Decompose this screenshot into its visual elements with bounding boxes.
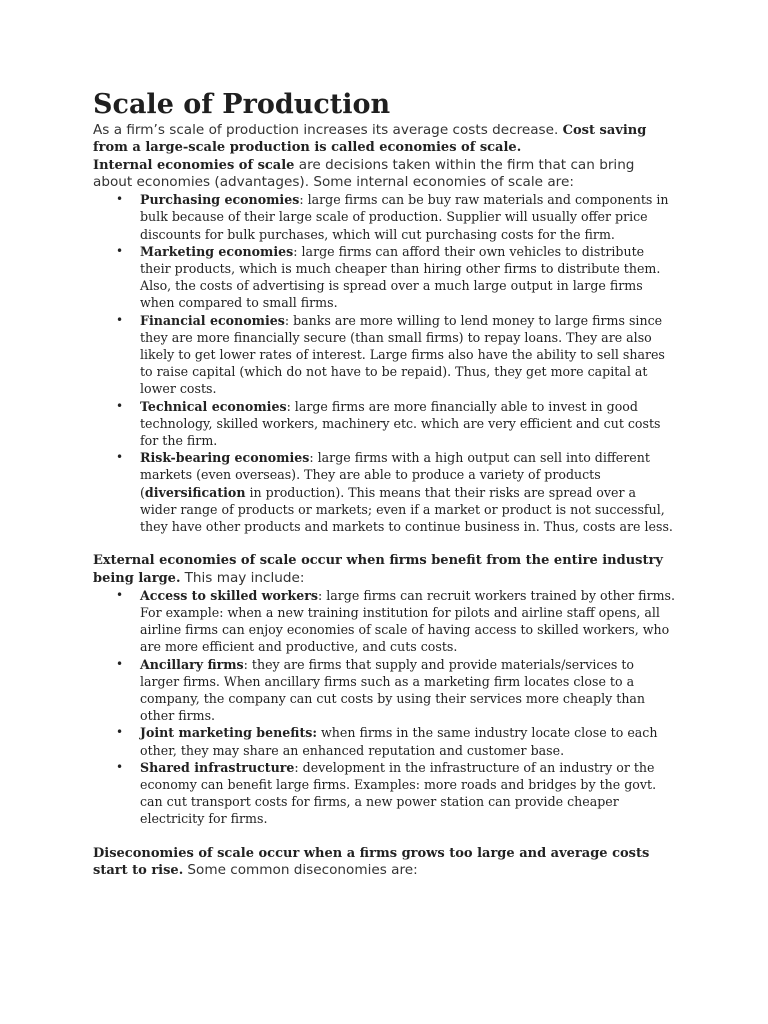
list-item-purchasing bbox=[140, 191, 676, 243]
internal-economies-list bbox=[93, 191, 676, 535]
item-term: Ancillary firms bbox=[140, 656, 244, 672]
item-term-diversification: diversification bbox=[144, 484, 246, 500]
external-economies-list bbox=[93, 587, 676, 828]
item-text: : large firms with a high output can sell into different markets (even overseas). They are able to produce a variety of products ( bbox=[140, 450, 650, 500]
item-text-continued: in production). This means that their risks are spread over a wider range of products or markets; even if a market or product is not successful, they have other products and markets to continue business in. Thus, costs are less. bbox=[140, 484, 673, 535]
intro-paragraph bbox=[93, 122, 676, 157]
diseconomies-paragraph bbox=[93, 845, 676, 880]
item-text: : large firms can be buy raw materials and components in bulk because of their large scale of production. Supplier will usually offer price discounts for bulk purchases, which will cut purchasing costs for the firm. bbox=[140, 192, 669, 242]
item-text: when firms in the same industry locate close to each other, they may share an enhanced reputation and customer base. bbox=[140, 725, 658, 758]
item-text: : large firms can recruit workers trained by other firms. For example: when a new training institution for pilots and airline staff opens, all airline firms can enjoy economies of scale of having access to skilled workers, who are more efficient and productive, and cuts costs. bbox=[140, 587, 676, 655]
item-text: : large firms are more financially able to invest in good technology, skilled workers, machinery etc. which are very efficient and cut costs for the firm. bbox=[140, 398, 661, 449]
item-text: : large firms can afford their own vehicles to distribute their products, which is much cheaper than hiring other firms to distribute them. Also, the costs of advertising is spread over a much large output in large firms when compared to small firms. bbox=[140, 243, 661, 311]
internal-economies-text: are decisions taken within the firm that can bring about economies (advantages). Some internal economies of scale are: bbox=[93, 156, 635, 190]
intro-bold-text: Cost saving from a large-scale production is called economies of scale. bbox=[93, 123, 647, 156]
list-item-joint-marketing bbox=[140, 724, 676, 758]
intro-text: As a firm’s scale of production increases its average costs decrease. bbox=[93, 122, 559, 138]
internal-economies-paragraph bbox=[93, 157, 676, 192]
page-title: Scale of Production bbox=[93, 89, 391, 120]
list-item-technical bbox=[140, 398, 676, 450]
item-term: Access to skilled workers bbox=[140, 587, 318, 603]
diseconomies-text: Some common diseconomies are: bbox=[187, 861, 418, 878]
list-item-marketing bbox=[140, 243, 676, 312]
diseconomies-bold: Diseconomies of scale occur when a firms grows too large and average costs start to rise. bbox=[93, 845, 650, 878]
list-item-risk-bearing bbox=[140, 449, 676, 535]
item-term: Shared infrastructure bbox=[140, 759, 295, 775]
item-text: : they are firms that supply and provide materials/services to larger firms. When ancillary firms such as a marketing firm locates close to a company, the company can cut costs by using their services more cheaply than other firms. bbox=[140, 656, 646, 724]
external-economies-bold: External economies of scale occur when firms benefit from the entire industry being large. bbox=[93, 553, 663, 586]
item-term: Purchasing economies bbox=[140, 192, 300, 208]
internal-economies-term: Internal economies of scale bbox=[93, 157, 295, 173]
item-text: : development in the infrastructure of an industry or the economy can benefit large firms. Examples: more roads and bridges by the govt. can cut transport costs for firms, a new power station can provide cheaper electricity for firms. bbox=[140, 759, 657, 827]
item-term: Joint marketing benefits: bbox=[140, 725, 318, 741]
list-item-ancillary-firms bbox=[140, 656, 676, 725]
item-term: Marketing economies bbox=[140, 243, 294, 259]
item-text: : banks are more willing to lend money to large firms since they are more financially secure (than small firms) to repay loans. They are also likely to get lower rates of interest. Large firms also have the ability to sell shares to raise capital (which do not have to be repaid). Thus, they get more capital at lower costs. bbox=[140, 312, 665, 397]
item-term: Technical economies bbox=[140, 398, 287, 414]
external-economies-paragraph bbox=[93, 552, 676, 587]
item-term: Financial economies bbox=[140, 312, 285, 328]
item-term: Risk-bearing economies bbox=[140, 450, 310, 466]
list-item-shared-infrastructure bbox=[140, 759, 676, 828]
list-item-skilled-workers bbox=[140, 587, 676, 656]
external-economies-text: This may include: bbox=[184, 569, 305, 586]
list-item-financial bbox=[140, 312, 676, 398]
